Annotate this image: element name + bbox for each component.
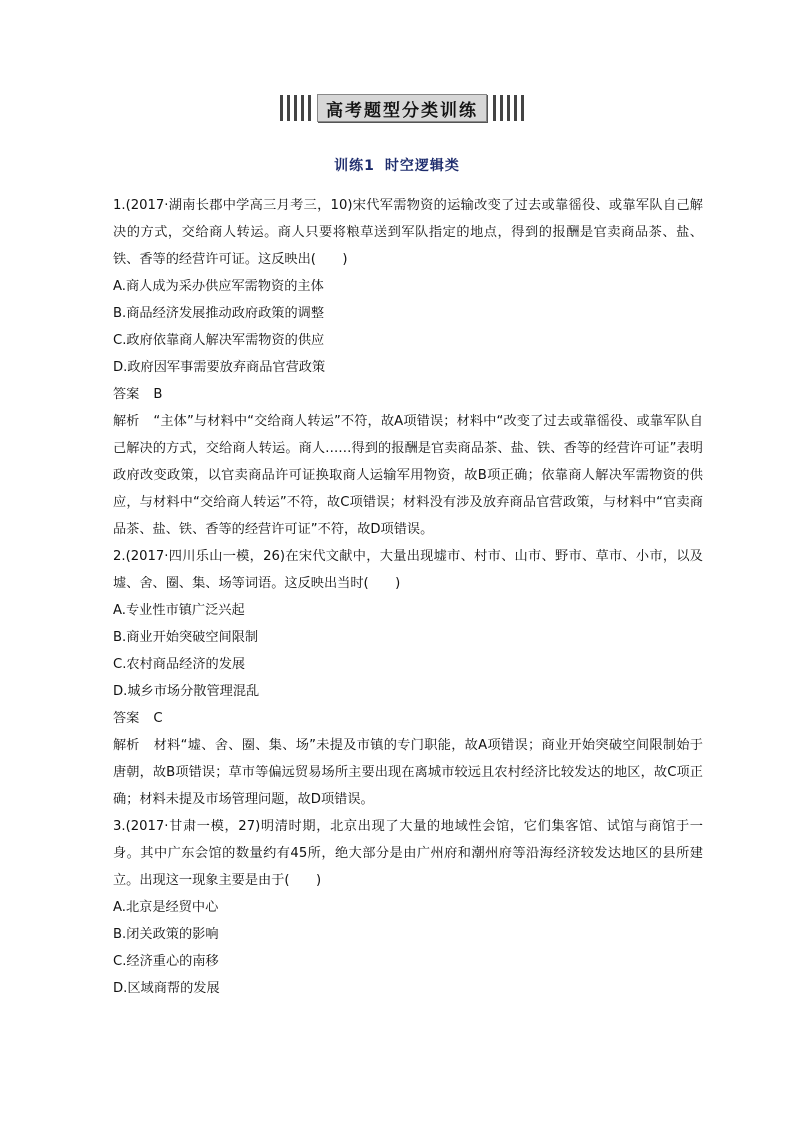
section-title xyxy=(0,155,794,175)
answer-value: C xyxy=(153,711,163,726)
analysis-text: 材料“墟、舍、圈、集、场”未提及市镇的专门职能，故A项错误；商业开始突破空间限制始于唐朝，故B项错误；草市等偏远贸易场所主要出现在离城市较远且农村经济比较发达的地区，故C项正确；材料未提及市场管理问题，故D项错误。 xyxy=(113,738,703,807)
question-1-analysis xyxy=(113,408,703,543)
question-1-stem: 1.(2017·湖南长郡中学高三月考三，10)宋代军需物资的运输改变了过去或靠徭役、或靠军队自己解决的方式，交给商人转运。商人只要将粮草送到军队指定的地点，得到的报酬是官卖商品茶、盐、铁、香等的经营许可证。这反映出( ) xyxy=(113,198,703,267)
question-3-option-d: D.区域商帮的发展 xyxy=(113,981,220,996)
question-3-stem: 3.(2017·甘肃一模，27)明清时期，北京出现了大量的地域性会馆，它们集客馆、试馆与商馆于一身。其中广东会馆的数量约有45所，绝大部分是由广州府和潮州府等沿海经济较发达地区的县所建立。出现这一现象主要是由于( ) xyxy=(113,819,703,888)
section-title-number: 训练1 xyxy=(334,158,375,174)
question-1-option-a: A.商人成为采办供应军需物资的主体 xyxy=(113,279,324,294)
question-3-option-b: B.闭关政策的影响 xyxy=(113,927,219,942)
answer-label: 答案 xyxy=(113,387,140,402)
question-3-option-c: C.经济重心的南移 xyxy=(113,954,219,969)
question-2-stem: 2.(2017·四川乐山一模，26)在宋代文献中，大量出现墟市、村市、山市、野市、草市、小市，以及墟、舍、圈、集、场等词语。这反映出当时( ) xyxy=(113,549,703,591)
analysis-text: “主体”与材料中“交给商人转运”不符，故A项错误；材料中“改变了过去或靠徭役、或靠军队自己解决的方式，交给商人转运。商人……得到的报酬是官卖商品茶、盐、铁、香等的经营许可证”表明政府改变政策，以官卖商品许可证换取商人运输军用物资，故B项正确；依靠商人解决军需物资的供应，与材料中“交给商人转运”不符，故C项错误；材料没有涉及放弃商品官营政策，与材料中“官卖商品茶、盐、铁、香等的经营许可证”不符，故D项错误。 xyxy=(113,414,703,537)
banner-title: 高考题型分类训练 xyxy=(326,100,478,121)
section-banner xyxy=(280,94,542,122)
question-2-option-b: B.商业开始突破空间限制 xyxy=(113,630,259,645)
answer-value: B xyxy=(153,387,163,402)
question-2 xyxy=(113,543,703,813)
question-2-analysis xyxy=(113,732,703,813)
question-2-option-d: D.城乡市场分散管理混乱 xyxy=(113,684,260,699)
question-3-option-a: A.北京是经贸中心 xyxy=(113,900,219,915)
question-1 xyxy=(113,192,703,543)
question-2-answer xyxy=(113,705,703,732)
question-3 xyxy=(113,813,703,1002)
answer-label: 答案 xyxy=(113,711,140,726)
question-1-option-c: C.政府依靠商人解决军需物资的供应 xyxy=(113,333,325,348)
question-list xyxy=(113,192,703,1002)
question-1-option-d: D.政府因军事需要放弃商品官营政策 xyxy=(113,360,326,375)
banner-left-stripes xyxy=(280,94,311,122)
question-2-option-c: C.农村商品经济的发展 xyxy=(113,657,246,672)
analysis-label: 解析 xyxy=(113,414,140,429)
question-1-answer xyxy=(113,381,703,408)
banner-box xyxy=(317,94,487,122)
question-1-option-b: B.商品经济发展推动政府政策的调整 xyxy=(113,306,325,321)
section-title-text: 时空逻辑类 xyxy=(384,158,460,174)
analysis-label: 解析 xyxy=(113,738,140,753)
question-2-option-a: A.专业性市镇广泛兴起 xyxy=(113,603,245,618)
banner-right-stripes xyxy=(493,94,524,122)
